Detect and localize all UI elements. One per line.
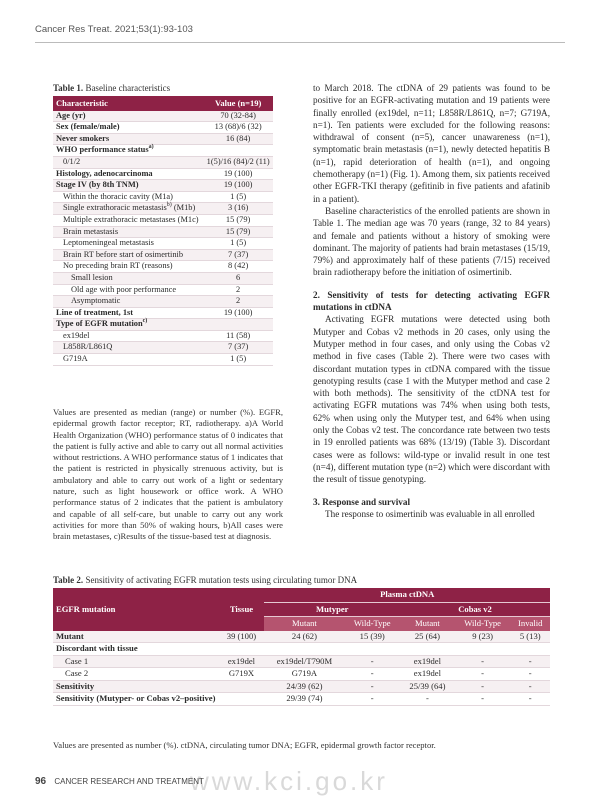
table2-col-mutyper: Mutyper [264, 602, 400, 617]
table2-cell: - [455, 668, 511, 681]
table2-cell: 39 (100) [218, 631, 264, 643]
table2-row-label: Case 2 [53, 668, 218, 681]
table2-col-cobas: Cobas v2 [400, 602, 550, 617]
table1-row-label: Stage IV (by 8th TNM) [53, 180, 203, 192]
table2-cell [510, 643, 550, 656]
table1-row [53, 203, 273, 215]
table2-cell: ex19del [218, 655, 264, 668]
table2-row-label: Discordant with tissue [53, 643, 218, 656]
table1-row-label: Within the thoracic cavity (M1a) [53, 191, 203, 203]
running-header: Cancer Res Treat. 2021;53(1):93-103 [35, 24, 193, 35]
table2-cell: 29/39 (74) [264, 693, 344, 706]
table2-cell: - [510, 655, 550, 668]
table1-row-label: Small lesion [53, 272, 203, 284]
table1-row [53, 191, 273, 203]
table2-row [53, 693, 550, 706]
table2-cell [264, 643, 344, 656]
table1-row [53, 145, 273, 157]
table2-cell: G719X [218, 668, 264, 681]
table2-title: Sensitivity of activating EGFR mutation tests using circulating tumor DNA [85, 575, 358, 585]
table1-row-value [203, 319, 273, 331]
table1-row [53, 168, 273, 180]
footer-journal: CANCER RESEARCH AND TREATMENT [54, 777, 204, 786]
table2-row-label: Sensitivity (Mutyper- or Cobas v2–positive) [53, 693, 218, 706]
table1-row [53, 214, 273, 226]
table1-row-label: Sex (female/male) [53, 122, 203, 134]
table2-row [53, 668, 550, 681]
table2-cell [218, 680, 264, 693]
table1-row-value: 3 (16) [203, 203, 273, 215]
table2-cell: 9 (23) [455, 631, 511, 643]
table1-row [53, 111, 273, 122]
table2-cell: - [455, 693, 511, 706]
table1-row-label: Multiple extrathoracic metastases (M1c) [53, 214, 203, 226]
table2-cell [455, 643, 511, 656]
table1-label: Table 1. [53, 83, 84, 93]
table1-row-value: 70 (32-84) [203, 111, 273, 122]
table1-row-label: No preceding brain RT (reasons) [53, 261, 203, 273]
table2-cell: ex19del [400, 655, 455, 668]
table2-row [53, 680, 550, 693]
table2-cell: ex19del/T790M [264, 655, 344, 668]
table2-cell: 25 (64) [400, 631, 455, 643]
page-footer [35, 776, 204, 787]
table2-row-label: Sensitivity [53, 680, 218, 693]
table1-row [53, 354, 273, 366]
header-rule [35, 42, 565, 43]
table2-col-cobas-mutant: Mutant [400, 617, 455, 631]
table1-row-label: 0/1/2 [53, 156, 203, 168]
table2-cell: - [344, 693, 400, 706]
table1-row-value: 1 (5) [203, 238, 273, 250]
table1-row-value: 2 [203, 284, 273, 296]
table1-row-label: Never smokers [53, 133, 203, 145]
table1-row-label: Asymptomatic [53, 296, 203, 308]
table1-row-value: 1 (5) [203, 191, 273, 203]
table1-row [53, 296, 273, 308]
paragraph-baseline: Baseline characteristics of the enrolled patients are shown in Table 1. The median age was 70 years (range, 32 to 84 years) and female and patients without a history of smoking were dominant. The majority of patients had brain metastases (15/19, 79%) and approximately half of these patients (7/15) received brain radiotherapy before the initiation of osimertinib. [313, 205, 550, 278]
table1-row [53, 156, 273, 168]
table2-cell: 24 (62) [264, 631, 344, 643]
table1-row [53, 249, 273, 261]
table1-row [53, 319, 273, 331]
table1-row-label: L858R/L861Q [53, 342, 203, 354]
table2-caption [53, 575, 357, 585]
table1-row-value: 7 (37) [203, 249, 273, 261]
table2-cell: - [344, 680, 400, 693]
table2-col-cobas-wild: Wild-Type [455, 617, 511, 631]
table1-row-label: Old age with poor performance [53, 284, 203, 296]
table2-cell: - [510, 680, 550, 693]
table1-row-label: Type of EGFR mutation$^{c)}$ [53, 319, 203, 331]
table1-row-label: Single extrathoracic metastasis$^{b)}$ (M1b) [53, 203, 203, 215]
table1-row-label: Histology, adenocarcinoma [53, 168, 203, 180]
table1-row [53, 342, 273, 354]
table1-row [53, 133, 273, 145]
table2-cell [218, 643, 264, 656]
table2-cell: 25/39 (64) [400, 680, 455, 693]
table2-cell: 15 (39) [344, 631, 400, 643]
table1-row-value [203, 145, 273, 157]
table2-cell [344, 643, 400, 656]
table2-col-mutyper-wild: Wild-Type [344, 617, 400, 631]
table2-cell: 5 (13) [510, 631, 550, 643]
table2-label: Table 2. [53, 575, 84, 585]
table2-cell [400, 643, 455, 656]
table1-row-value: 19 (100) [203, 168, 273, 180]
table1-col-value: Value (n=19) [203, 96, 273, 111]
table2-col-mutation: EGFR mutation [53, 588, 218, 631]
table1-row-value: 1 (5) [203, 354, 273, 366]
table1-row [53, 284, 273, 296]
table1-row-value: 19 (100) [203, 180, 273, 192]
table1-row-value: 13 (68)/6 (32) [203, 122, 273, 134]
table1-row [53, 272, 273, 284]
table2-cell: - [400, 693, 455, 706]
table2-cell: - [455, 680, 511, 693]
table1-caption [53, 83, 170, 93]
table1-row [53, 180, 273, 192]
table1-row-label: Line of treatment, 1st [53, 307, 203, 319]
table2 [53, 588, 550, 706]
page-number: 96 [35, 776, 47, 787]
table1-row-label: ex19del [53, 330, 203, 342]
table2-cell: - [344, 655, 400, 668]
table1-row-label: WHO performance status$^{a)}$ [53, 145, 203, 157]
table2-cell: 24/39 (62) [264, 680, 344, 693]
watermark: www.kci.go.kr [190, 766, 388, 796]
table1-row-value: 15 (79) [203, 226, 273, 238]
table2-col-cobas-invalid: Invalid [510, 617, 550, 631]
table1-row [53, 261, 273, 273]
table1-row [53, 238, 273, 250]
table2-cell: - [344, 668, 400, 681]
table1-row-label: Leptomeningeal metastasis [53, 238, 203, 250]
table1-row-value: 15 (79) [203, 214, 273, 226]
table2-row-label: Mutant [53, 631, 218, 643]
table2-row [53, 631, 550, 643]
table1-row-value: 1(5)/16 (84)/2 (11) [203, 156, 273, 168]
table1-row-label: Brain RT before start of osimertinib [53, 249, 203, 261]
table1-title: Baseline characteristics [85, 83, 171, 93]
table1-row-label: Brain metastasis [53, 226, 203, 238]
table2-cell [218, 693, 264, 706]
table2-col-plasma: Plasma ctDNA [264, 588, 550, 602]
table1-row-value: 8 (42) [203, 261, 273, 273]
table1-row-value: 7 (37) [203, 342, 273, 354]
table1-row [53, 307, 273, 319]
table1-row-value: 16 (84) [203, 133, 273, 145]
table1-row [53, 226, 273, 238]
table2-row [53, 655, 550, 668]
paragraph-sensitivity: Activating EGFR mutations were detected using both Mutyper and Cobas v2 methods in 20 cases, only using the Mutyper method in four cases, and only using the Cobas v2 method in five cases (Table 2). There were two cases with discordant mutation types in ctDNA compared with the tissue genotyping results (case 1 with the Mutyper method and case 2 with both methods). The sensitivity of the ctDNA test for activating EGFR mutations was 74% when using both tests, 62% when using only the Mutyper test, and 64% when using only the Cobas v2 test. The concordance rate between two tests in 19 enrolled patients was 68% (13/19) (Table 3). Discordant cases were as follows: wild-type or invalid result in one test (n=4), different mutation type (n=2) which were discordant with the result of tissue genotyping. [313, 314, 550, 485]
table1-col-characteristic: Characteristic [53, 96, 203, 111]
table2-row-label: Case 1 [53, 655, 218, 668]
table1-row-value: 11 (58) [203, 330, 273, 342]
body-text-column [313, 82, 550, 520]
table1-row-value: 19 (100) [203, 307, 273, 319]
table1-row [53, 122, 273, 134]
table1-footnote: Values are presented as median (range) or number (%). EGFR, epidermal growth factor receptor; RT, radiotherapy. a)A World Health Organization (WHO) performance status of 0 indicates that the patient is fully active and able to carry out all normal activities without restrictions. A WHO performance status of 1 indicates that the patient is restricted in physically strenuous activity, but is ambulatory and able to carry out work of a light or sedentary nature, such as light housework or office work. A WHO performance status of 2 indicates that the patient is ambulatory and capable of all self-care, but unable to carry out any work activities for more than 50% of waking hours, b)All cases were brain metastases, c)Results of the tissue-based test at diagnosis. [53, 407, 283, 542]
table2-col-tissue: Tissue [218, 588, 264, 631]
table1-row-value: 6 [203, 272, 273, 284]
table2-col-mutyper-mutant: Mutant [264, 617, 344, 631]
paragraph-enrollment: to March 2018. The ctDNA of 29 patients was found to be positive for an EGFR-activating mutation and 19 patients were finally enrolled (ex19del, n=11; L858R/L861Q, n=7; G719A, n=1). Ten patients were excluded for the following reasons: withdrawal of consent (n=5), cancer unawareness (n=1), symptomatic brain metastasis (n=1), newly detected hepatitis B (n=1), rapid deterioration of health (n=1), and ongoing chemotherapy (n=1) (Fig. 1). Among them, six patients received other EGFR-TKI therapy (gefitinib in five patients and afatinib in a patient). [313, 83, 550, 204]
paragraph-response: The response to osimertinib was evaluable in all enrolled [325, 508, 535, 519]
table2-cell: - [510, 693, 550, 706]
table2-footnote: Values are presented as number (%). ctDNA, circulating tumor DNA; EGFR, epidermal growth factor receptor. [53, 740, 436, 750]
table2-cell: ex19del [400, 668, 455, 681]
table2-cell: - [455, 655, 511, 668]
table1-row-label: G719A [53, 354, 203, 366]
table2-row [53, 643, 550, 656]
table1 [53, 96, 273, 366]
table1-row [53, 330, 273, 342]
table2-cell: G719A [264, 668, 344, 681]
table1-row-value: 2 [203, 296, 273, 308]
table2-cell: - [510, 668, 550, 681]
section-heading-sensitivity: 2. Sensitivity of tests for detecting activating EGFR mutations in ctDNA [313, 289, 550, 313]
table1-row-label: Age (yr) [53, 111, 203, 122]
section-heading-response: 3. Response and survival [313, 496, 410, 507]
